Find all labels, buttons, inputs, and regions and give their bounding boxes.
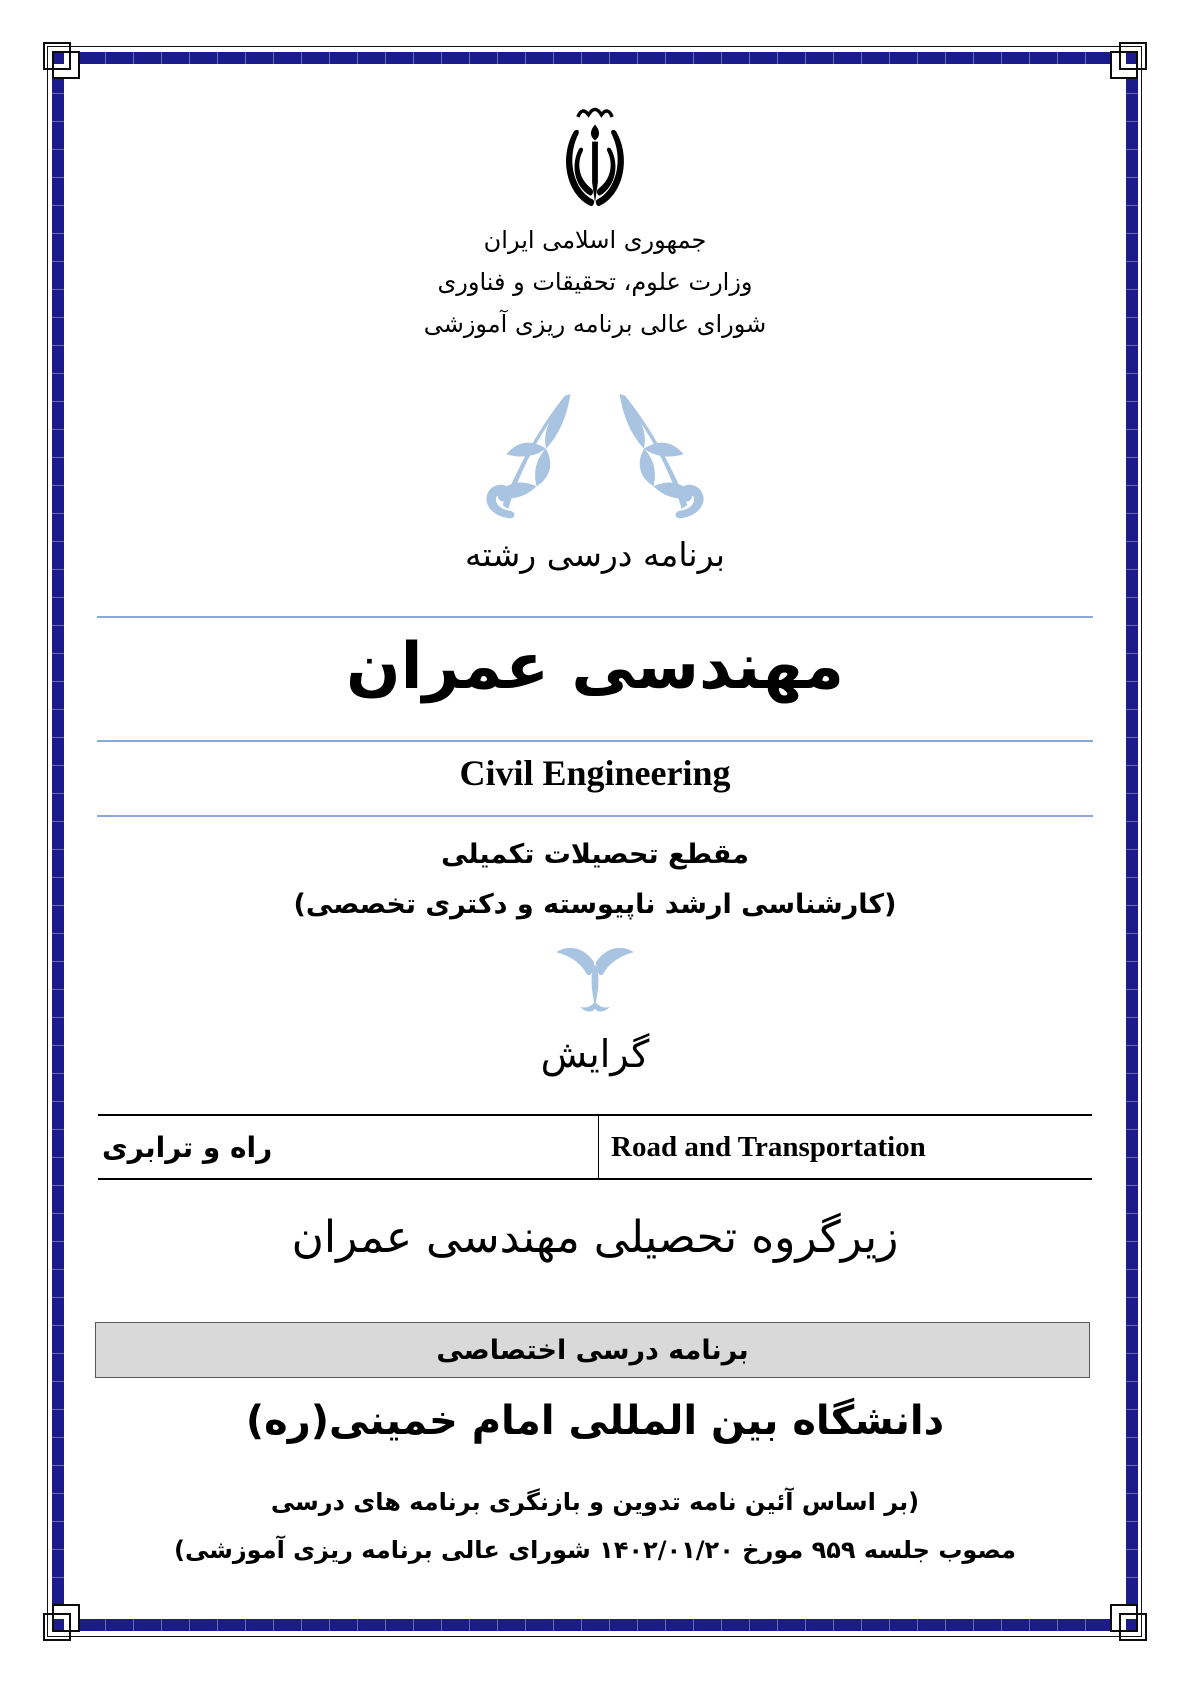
page-border-band-bottom [78,1619,1112,1631]
orientation-heading: گرایش [540,1032,650,1076]
header-ministry-line: وزارت علوم، تحقیقات و فناوری [437,268,753,296]
curriculum-kicker: برنامه درسی رشته [464,535,725,574]
iran-emblem-icon [541,103,649,221]
orientation-cell-fa: راه و ترابری [102,1130,273,1164]
corner-ornament-icon [52,1604,80,1632]
program-type-label: برنامه درسی اختصاصی [436,1334,749,1366]
university-line: دانشگاه بین المللی امام خمینی(ره) [245,1398,945,1444]
corner-ornament-icon [52,51,80,79]
corner-ornament-icon [1110,51,1138,79]
degree-detail-line: (کارشناسی ارشد ناپیوسته و دکتری تخصصی) [293,889,897,920]
page-border-band-top [78,52,1112,64]
header-republic-line: جمهوری اسلامی ایران [483,226,707,254]
header-council-line: شورای عالی برنامه ریزی آموزشی [423,310,767,338]
page-border-band-right [1126,78,1138,1605]
page-title-fa: مهندسی عمران [346,630,844,704]
footnote-line-1: (بر اساس آئین نامه تدوین و بازنگری برنامه های درسی [270,1488,920,1516]
small-flourish-icon [551,942,639,1016]
degree-level-line: مقطع تحصیلات تکمیلی [441,839,749,870]
corner-ornament-icon [1110,1604,1138,1632]
orientation-cell-en: Road and Transportation [598,1116,1092,1178]
subgroup-line: زیرگروه تحصیلی مهندسی عمران [291,1212,899,1263]
orientation-table [98,1114,1092,1180]
program-type-bar [95,1322,1090,1378]
page-border-band-left [52,78,64,1605]
divider-rule [97,815,1093,817]
page-title-en: Civil Engineering [459,753,731,793]
divider-rule [97,740,1093,742]
floral-flourish-icon [470,392,720,524]
divider-rule [97,616,1093,618]
footnote-line-2: مصوب جلسه ۹۵۹ مورخ ۱۴۰۲/۰۱/۲۰ شورای عالی برنامه ریزی آموزشی) [174,1536,1016,1564]
